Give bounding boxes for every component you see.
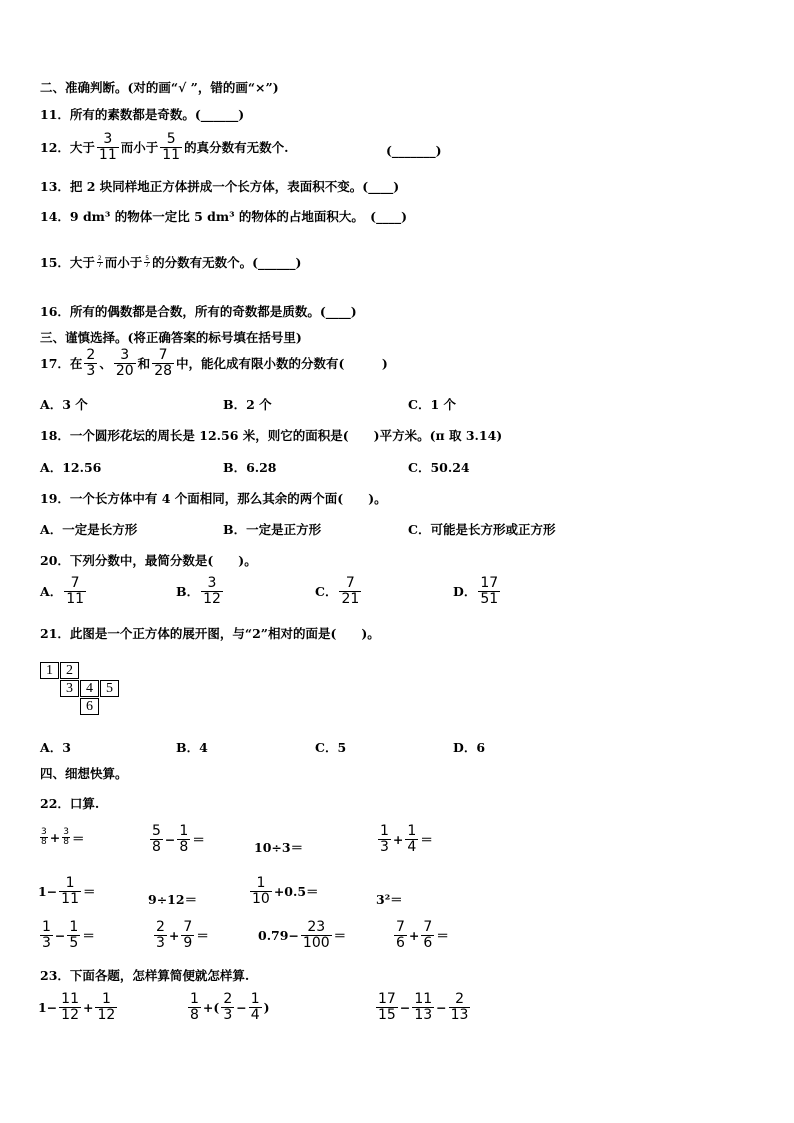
fraction-7-28: $\frac{7}{28}$ [154, 347, 173, 379]
fraction-7-21: $\frac{7}{21}$ [341, 575, 360, 607]
q17-option-c[interactable]: C．1 个 [408, 397, 456, 412]
oral-calc-r2c3[interactable]: $\frac{1}{10}$ +0.5＝ [252, 875, 319, 907]
fraction-17-51: $\frac{17}{51}$ [480, 575, 499, 607]
q20-option-c[interactable]: C． $\frac{7}{21}$ [315, 575, 360, 607]
fraction-5-7: $\frac{5}{7}$ [145, 254, 150, 269]
q17-option-a[interactable]: A．3 个 [40, 397, 88, 412]
question-12-answer-blank[interactable]: (_______) [386, 143, 442, 158]
question-20: 20．下列分数中，最简分数是( )。 [40, 553, 257, 568]
oral-calc-r3c2[interactable]: $\frac{2}{3}$ + $\frac{7}{9}$ ＝ [156, 919, 209, 951]
simplify-expr-1[interactable]: 1− $\frac{11}{12}$ + $\frac{1}{12}$ [38, 991, 116, 1023]
question-13: 13．把 2 块同样地正方体拼成一个长方体，表面积不变。(____) [40, 179, 400, 194]
question-23: 23．下面各题，怎样算简便就怎样算. [40, 968, 250, 983]
question-12: 12．大于 $\frac{3}{11}$ 而小于 $\frac{5}{11}$ 的真分数有无数个. [40, 131, 289, 163]
fraction-2-3: $\frac{2}{3}$ [86, 347, 96, 379]
q19-option-c[interactable]: C．可能是长方形或正方形 [408, 522, 556, 537]
question-18: 18．一个圆形花坛的周长是 12.56 米，则它的面积是( )平方米。(π 取 3.14) [40, 428, 503, 443]
section-title-calculation: 四、细想快算。 [40, 766, 128, 781]
oral-calc-r1c2[interactable]: $\frac{5}{8}$ − $\frac{1}{8}$ ＝ [152, 823, 205, 855]
simplify-expr-2[interactable]: $\frac{1}{8}$ +( $\frac{2}{3}$ − $\frac{1}{4}$ ) [190, 991, 270, 1023]
q18-option-c[interactable]: C．50.24 [408, 460, 470, 475]
oral-calc-r3c4[interactable]: $\frac{7}{6}$ + $\frac{7}{6}$ ＝ [396, 919, 449, 951]
fraction-5-11: $\frac{5}{11}$ [162, 131, 181, 163]
q18-option-b[interactable]: B．6.28 [223, 460, 277, 475]
net-face-3: 3 [60, 680, 79, 697]
question-14: 14．9 dm³ 的物体一定比 5 dm³ 的物体的占地面积大。 (____) [40, 209, 408, 224]
fraction-3-12: $\frac{3}{12}$ [203, 575, 221, 607]
q21-option-a[interactable]: A．3 [40, 740, 71, 755]
net-face-5: 5 [100, 680, 119, 697]
q20-option-d[interactable]: D． $\frac{17}{51}$ [453, 575, 499, 607]
oral-calc-r2c1[interactable]: 1− $\frac{1}{11}$ ＝ [38, 875, 96, 907]
question-15: 15．大于 $\frac{2}{7}$ 而小于 $\frac{5}{7}$ 的分数有无数个。(______) [40, 254, 302, 270]
fraction-7-11: $\frac{7}{11}$ [66, 575, 85, 607]
q19-option-b[interactable]: B．一定是正方形 [223, 522, 322, 537]
net-face-6: 6 [80, 698, 99, 715]
question-11: 11．所有的素数都是奇数。(______) [40, 107, 245, 122]
net-face-4: 4 [80, 680, 99, 697]
oral-calc-r3c3[interactable]: 0.79− $\frac{23}{100}$ ＝ [258, 919, 347, 951]
oral-calc-r1c1[interactable]: $\frac{3}{8}$ + $\frac{3}{8}$ ＝ [41, 827, 85, 847]
oral-calc-r3c1[interactable]: $\frac{1}{3}$ − $\frac{1}{5}$ ＝ [42, 919, 95, 951]
net-face-2: 2 [60, 662, 79, 679]
question-21: 21．此图是一个正方体的展开图，与“2”相对的面是( )。 [40, 626, 380, 641]
question-19: 19．一个长方体中有 4 个面相同，那么其余的两个面( )。 [40, 491, 387, 506]
simplify-expr-3[interactable]: $\frac{17}{15}$ − $\frac{11}{13}$ − $\frac{2}{13}$ [378, 991, 469, 1023]
q19-option-a[interactable]: A．一定是长方形 [40, 522, 138, 537]
question-17: 17．在 $\frac{2}{3}$ 、 $\frac{3}{20}$ 和 $\frac{7}{28}$ 中，能化成有限小数的分数有( ) [40, 347, 388, 379]
q20-option-b[interactable]: B． $\frac{3}{12}$ [176, 575, 221, 607]
oral-calc-r1c3[interactable]: 10÷3＝ [254, 840, 304, 855]
cube-net-diagram [40, 662, 130, 718]
fraction-2-7: $\frac{2}{7}$ [97, 254, 102, 269]
section-title-choice: 三、谨慎选择。(将正确答案的标号填在括号里) [40, 330, 302, 345]
question-16: 16．所有的偶数都是合数，所有的奇数都是质数。(____) [40, 304, 357, 319]
q20-option-a[interactable]: A． $\frac{7}{11}$ [40, 575, 85, 607]
oral-calc-r2c2[interactable]: 9÷12＝ [148, 892, 198, 907]
oral-calc-r2c4[interactable]: 3²＝ [376, 892, 403, 907]
net-face-1: 1 [40, 662, 59, 679]
q21-option-d[interactable]: D．6 [453, 740, 486, 755]
q18-option-a[interactable]: A．12.56 [40, 460, 102, 475]
question-22: 22．口算. [40, 796, 100, 811]
q21-option-b[interactable]: B．4 [176, 740, 208, 755]
section-title-judgement: 二、准确判断。(对的画“√ ”，错的画“×”) [40, 80, 279, 95]
oral-calc-r1c4[interactable]: $\frac{1}{3}$ + $\frac{1}{4}$ ＝ [380, 823, 433, 855]
fraction-3-20: $\frac{3}{20}$ [115, 347, 134, 379]
q17-option-b[interactable]: B．2 个 [223, 397, 272, 412]
fraction-3-11: $\frac{3}{11}$ [98, 131, 117, 163]
q21-option-c[interactable]: C．5 [315, 740, 347, 755]
